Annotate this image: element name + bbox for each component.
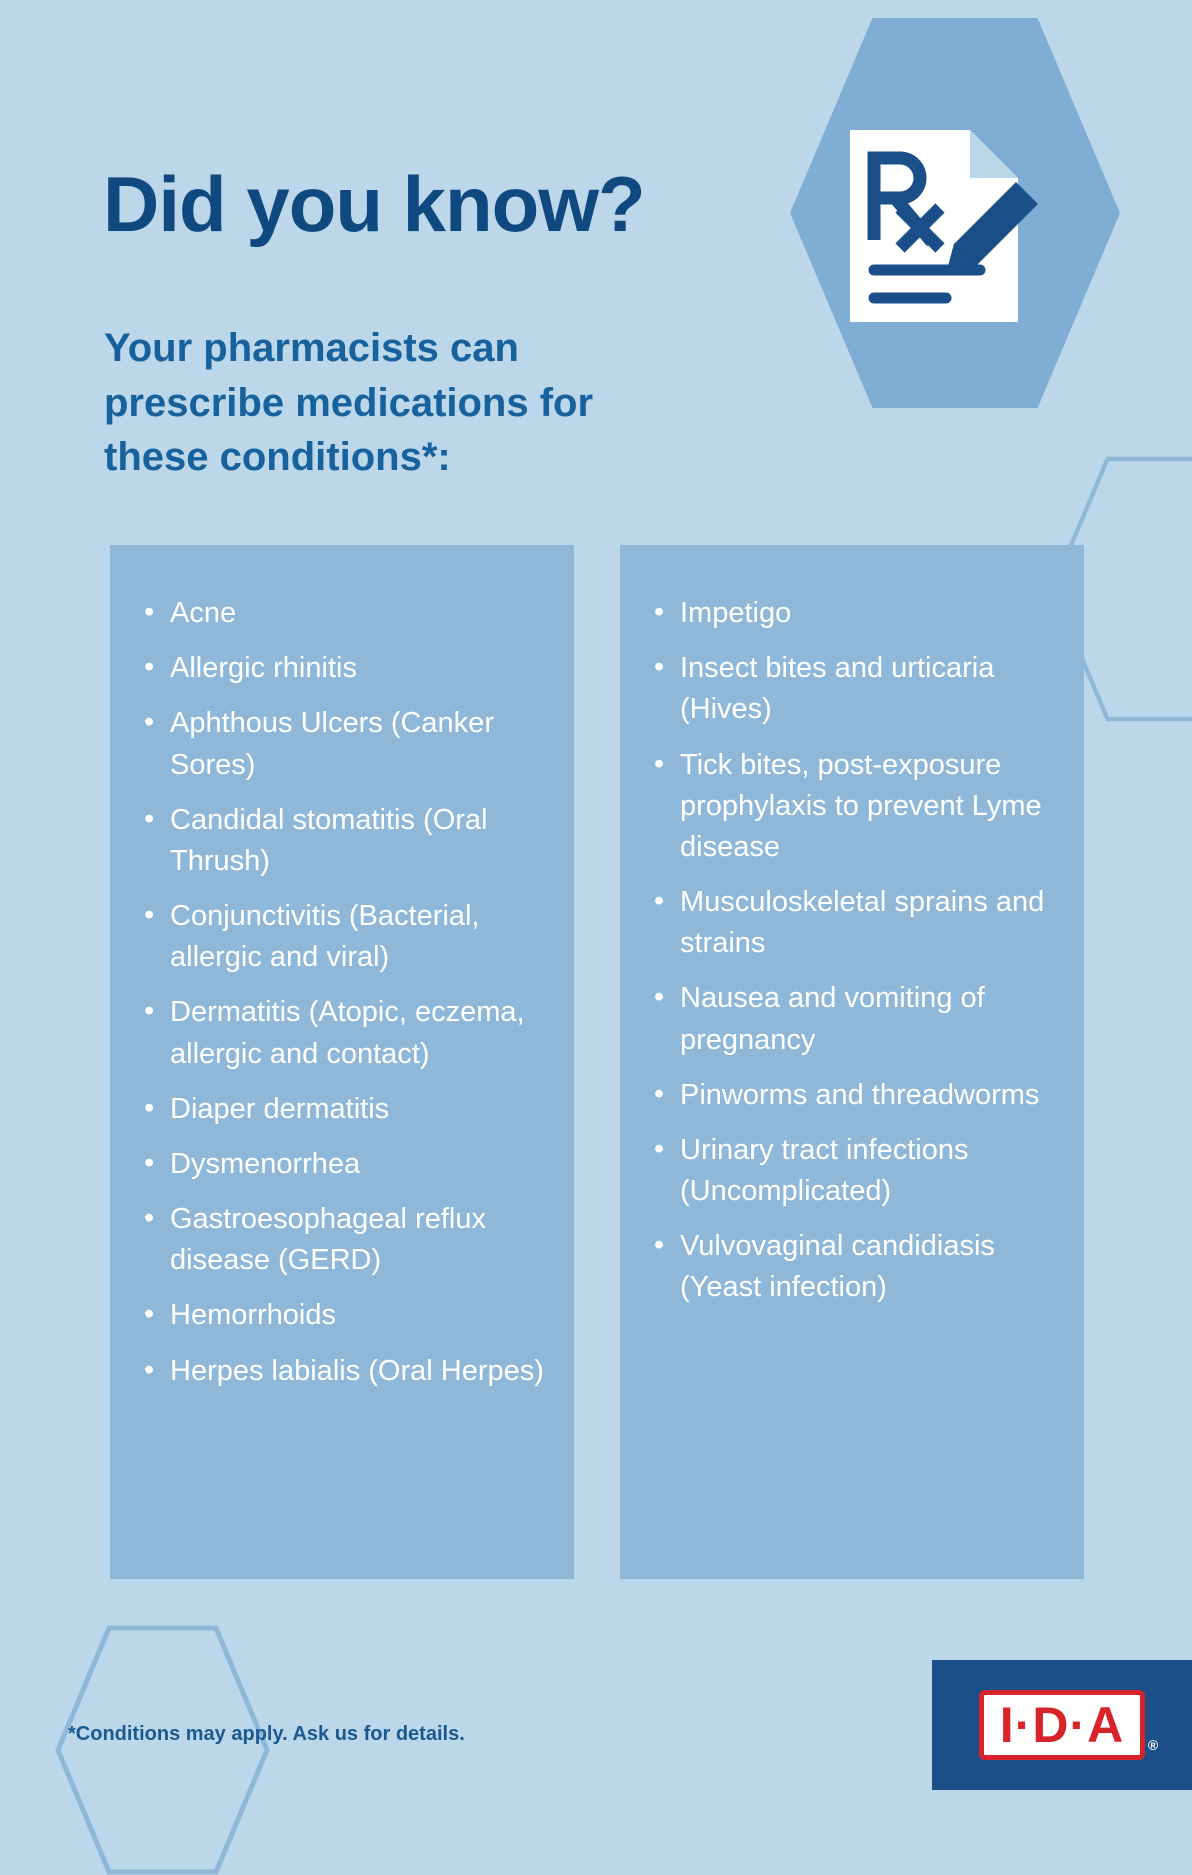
ida-logo	[932, 1660, 1192, 1790]
list-item: • Insect bites and urticaria (Hives)	[652, 648, 1058, 730]
conditions-panel-right	[620, 545, 1084, 1579]
list-item: • Pinworms and threadworms	[652, 1075, 1058, 1116]
list-item: • Acne	[142, 593, 548, 634]
list-item: • Vulvovaginal candidiasis (Yeast infection)	[652, 1226, 1058, 1308]
list-item: • Musculoskeletal sprains and strains	[652, 882, 1058, 964]
list-item: • Herpes labialis (Oral Herpes)	[142, 1351, 548, 1392]
list-item: • Diaper dermatitis	[142, 1089, 548, 1130]
list-item: • Nausea and vomiting of pregnancy	[652, 978, 1058, 1060]
ida-logo-text: I·D·A	[999, 1697, 1125, 1753]
rx-prescription-icon	[840, 122, 1040, 332]
list-item: • Dermatitis (Atopic, eczema, allergic and contact)	[142, 992, 548, 1074]
registered-trademark-symbol: ®	[1147, 1737, 1159, 1753]
conditions-list-right	[620, 545, 1084, 1309]
list-item: • Gastroesophageal reflux disease (GERD)	[142, 1199, 548, 1281]
conditions-panel-left	[110, 545, 574, 1579]
page-title: Did you know?	[103, 160, 645, 249]
list-item: • Conjunctivitis (Bacterial, allergic and viral)	[142, 896, 548, 978]
list-item: • Tick bites, post-exposure prophylaxis to prevent Lyme disease	[652, 745, 1058, 869]
hexagon-outline-decoration	[55, 1625, 270, 1875]
conditions-list-left	[110, 545, 574, 1392]
footnote: *Conditions may apply. Ask us for details.	[68, 1723, 465, 1745]
list-item: • Candidal stomatitis (Oral Thrush)	[142, 800, 548, 882]
ida-logo-badge	[979, 1690, 1159, 1760]
list-item: • Urinary tract infections (Uncomplicated)	[652, 1130, 1058, 1212]
page-subtitle: Your pharmacists can prescribe medications for these conditions*:	[104, 326, 594, 479]
list-item: • Hemorrhoids	[142, 1295, 548, 1336]
list-item: • Aphthous Ulcers (Canker Sores)	[142, 703, 548, 785]
list-item: • Impetigo	[652, 593, 1058, 634]
list-item: • Dysmenorrhea	[142, 1144, 548, 1185]
list-item: • Allergic rhinitis	[142, 648, 548, 689]
